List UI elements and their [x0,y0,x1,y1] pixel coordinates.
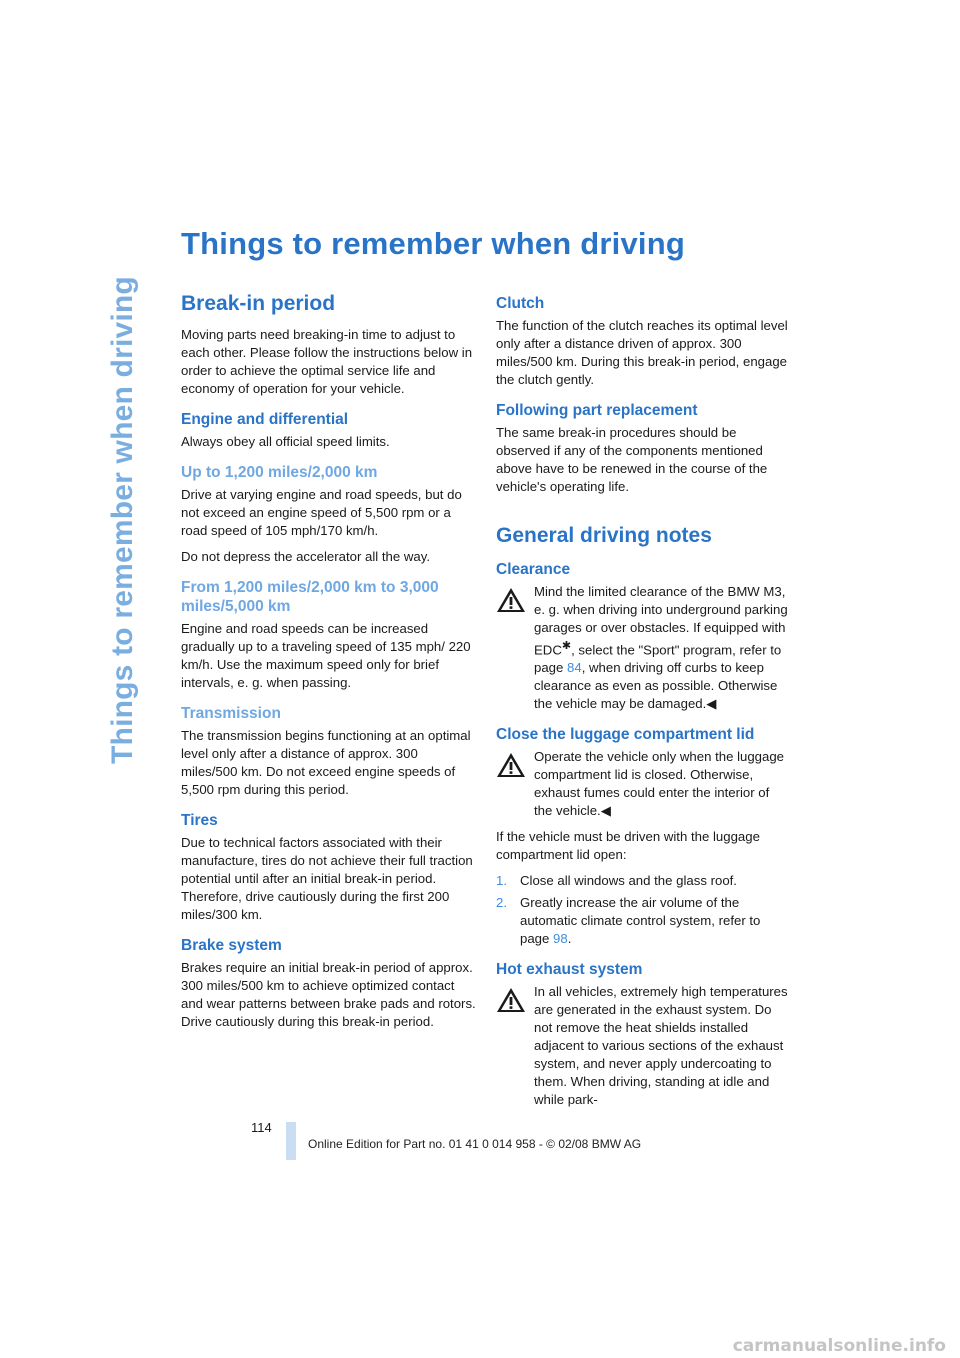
upto-text-1: Drive at varying engine and road speeds, but do not exceed an engine speed of 5,500 rpm or a road speed of 105 mph/170 km/h. [181,487,462,538]
step-text-end: . [567,931,572,947]
clearance-text-b: , select the "Sport" program, refer to page [534,642,782,676]
engine-text: Always obey all official speed limits. [181,434,390,449]
hot-exhaust-heading: Hot exhaust system [496,961,643,979]
luggage-steps [496,872,791,948]
warning-icon [496,587,526,613]
tires-heading: Tires [181,812,218,829]
list-item [496,872,791,890]
from-text: Engine and road speeds can be increased gradually up to a traveling speed of 135 mph/ 220 km/h. Use the maximum speed only for brief intervals, e. g. when passing. [181,621,471,690]
end-mark-icon: ◀ [600,803,611,819]
warning-icon [496,987,526,1013]
from-heading: From 1,200 miles/2,000 km to 3,000 miles/5,000 km [181,579,439,615]
brake-heading: Brake system [181,937,282,954]
tires-text: Due to technical factors associated with their manufacture, tires do not achieve their full traction potential until after an initial break-in period. Therefore, drive cautiously during the first 200 miles/300 km. [181,835,473,922]
upto-text-2: Do not depress the accelerator all the way. [181,549,430,564]
step-text: Close all windows and the glass roof. [520,873,737,889]
end-mark-icon: ◀ [706,696,717,712]
step-number: 1. [496,873,507,889]
page-link-98[interactable]: 98 [553,931,568,947]
list-item [496,894,791,948]
breakin-heading: Break-in period [181,292,336,315]
general-heading: General driving notes [496,524,712,547]
watermark: carmanualsonline.info [732,1336,946,1356]
luggage-text: If the vehicle must be driven with the luggage compartment lid open: [496,829,760,863]
page-number: 114 [251,1120,272,1135]
edition-footer: Online Edition for Part no. 01 41 0 014 958 - © 02/08 BMW AG [308,1137,642,1151]
side-tab [88,230,158,810]
warning-icon [496,752,526,778]
parts-text: The same break-in procedures should be observed if any of the components mentioned above have to be renewed in the course of the vehicle's operating life. [496,425,768,494]
option-star-icon: ✱ [561,640,572,652]
right-column [496,292,791,1117]
step-number: 2. [496,895,507,911]
step-text: Greatly increase the air volume of the automatic climate control system, refer to page [520,895,761,947]
page-link-84[interactable]: 84 [567,660,582,676]
luggage-heading: Close the luggage compartment lid [496,726,755,744]
luggage-warning-text: Operate the vehicle only when the luggage compartment lid is closed. Otherwise, exhaust fumes could enter the interior of the vehicle. [534,749,785,819]
clearance-warning [496,583,791,713]
brake-text: Brakes require an initial break-in period of approx. 300 miles/500 km to achieve optimized contact and wear patterns between brake pads and rotors. Drive cautiously during this break-in period. [181,960,476,1029]
hot-exhaust-text: In all vehicles, extremely high temperatures are generated in the exhaust system. Do not remove the heat shields installed adjacent to various sections of the exhaust system, and never apply undercoating to them. When driving, standing at idle and while park- [534,984,788,1108]
page-title: Things to remember when driving [181,226,685,261]
side-tab-label: Things to remember when driving [106,276,139,764]
upto-heading: Up to 1,200 miles/2,000 km [181,464,378,481]
clearance-text-a: Mind the limited clearance of the BMW M3, e. g. when driving into underground parking garages or over obstacles. If equipped with EDC [534,584,788,658]
engine-heading: Engine and differential [181,411,349,428]
clutch-text: The function of the clutch reaches its optimal level only after a distance driven of approx. 300 miles/500 km. During this break-in period, engage the clutch gently. [496,318,788,387]
clearance-text-c: , when driving off curbs to keep clearance as even as possible. Otherwise the vehicle may be damaged. [534,660,778,712]
breakin-text: Moving parts need breaking-in time to adjust to each other. Please follow the instructions below in order to achieve the optimal service life and economy of operation for your vehicle. [181,327,473,396]
clutch-heading: Clutch [496,295,545,312]
step-text-wrap [520,894,791,948]
hot-exhaust-warning [496,983,791,1109]
luggage-warning [496,748,791,820]
parts-heading: Following part replacement [496,402,698,419]
transmission-heading: Transmission [181,705,281,722]
transmission-text: The transmission begins functioning at an optimal level only after a distance of approx. 300 miles/500 km. Do not exceed engine speeds of 5,500 rpm during this period. [181,728,471,797]
footer-bar [286,1122,296,1160]
left-column [181,292,476,1039]
clearance-heading: Clearance [496,561,571,578]
